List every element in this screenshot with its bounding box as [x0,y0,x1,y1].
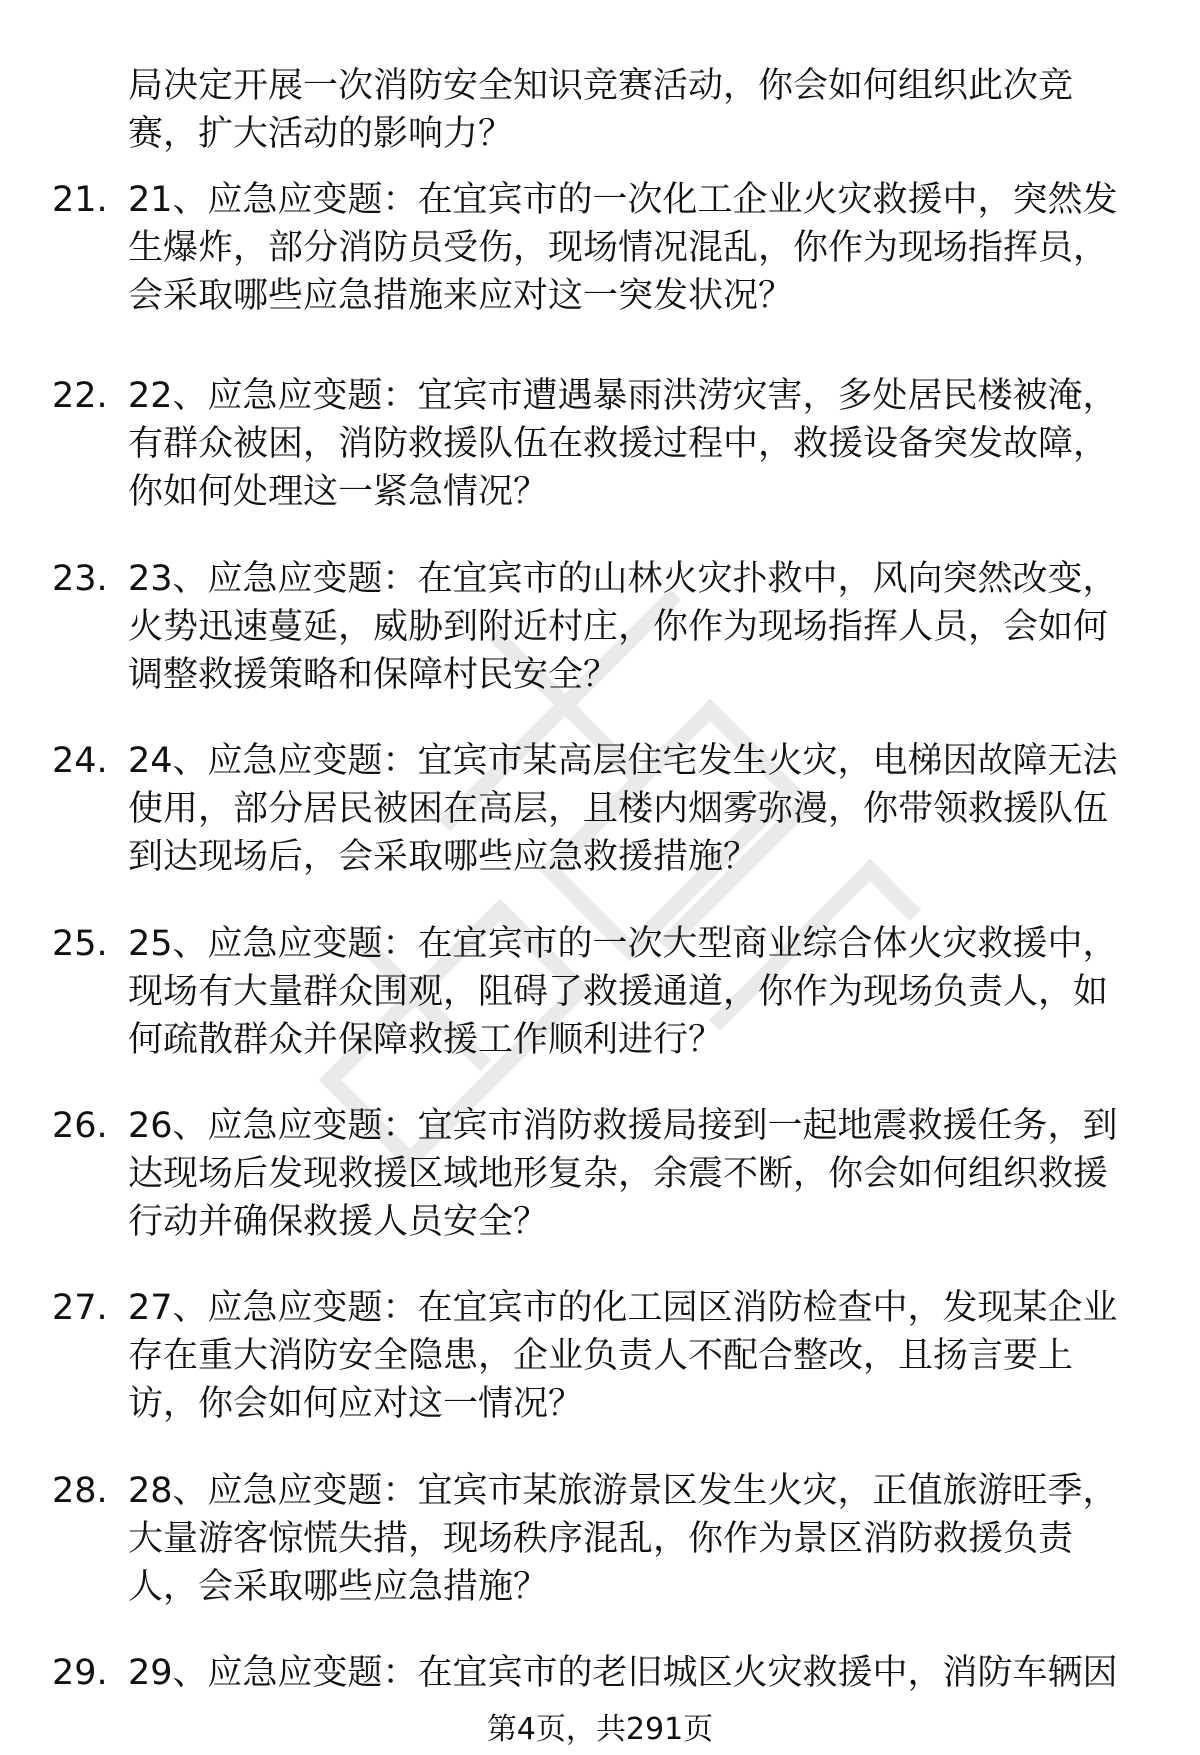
item-text: 23、应急应变题：在宜宾市的山林火灾扑救中，风向突然改变，火势迅速蔓延，威胁到附近村庄，你作为现场指挥人员，会如何调整救援策略和保障村民安全？ [128,559,1118,695]
page-footer: 第4页，共291页 [486,1712,714,1747]
item-number: 26. [52,1106,108,1146]
item-text: 24、应急应变题：宜宾市某高层住宅发生火灾，电梯因故障无法使用，部分居民被困在高层，且楼内烟雾弥漫，你带领救援队伍到达现场后，会采取哪些应急救援措施？ [128,741,1118,877]
item-number: 21. [52,180,108,220]
item-text: 21、应急应变题：在宜宾市的一次化工企业火灾救援中，突然发生爆炸，部分消防员受伤，现场情况混乱，你作为现场指挥员，会采取哪些应急措施来应对这一突发状况？ [128,180,1118,316]
item-number: 29. [52,1653,108,1693]
item-text: 26、应急应变题：宜宾市消防救援局接到一起地震救援任务，到达现场后发现救援区域地形复杂，余震不断，你会如何组织救援行动并确保救援人员安全？ [128,1106,1118,1242]
item-text: 22、应急应变题：宜宾市遭遇暴雨洪涝灾害，多处居民楼被淹，有群众被困，消防救援队伍在救援过程中，救援设备突发故障，你如何处理这一紧急情况？ [128,376,1118,512]
item-number: 23. [52,559,108,599]
item-number: 25. [52,924,108,964]
item-number: 24. [52,741,108,781]
item-number: 28. [52,1471,108,1511]
item-text: 27、应急应变题：在宜宾市的化工园区消防检查中，发现某企业存在重大消防安全隐患，企业负责人不配合整改，且扬言要上访，你会如何应对这一情况？ [128,1288,1118,1424]
item-text: 25、应急应变题：在宜宾市的一次大型商业综合体火灾救援中，现场有大量群众围观，阻碍了救援通道，你作为现场负责人，如何疏散群众并保障救援工作顺利进行？ [128,924,1118,1060]
item-text: 28、应急应变题：宜宾市某旅游景区发生火灾，正值旅游旺季，大量游客惊慌失措，现场秩序混乱，你作为景区消防救援负责人，会采取哪些应急措施？ [128,1471,1118,1607]
item-number: 22. [52,376,108,416]
continued-question-text: 局决定开展一次消防安全知识竞赛活动，你会如何组织此次竞赛，扩大活动的影响力？ [128,66,1074,154]
item-text: 29、应急应变题：在宜宾市的老旧城区火灾救援中，消防车辆因 [128,1653,1118,1693]
item-number: 27. [52,1288,108,1328]
